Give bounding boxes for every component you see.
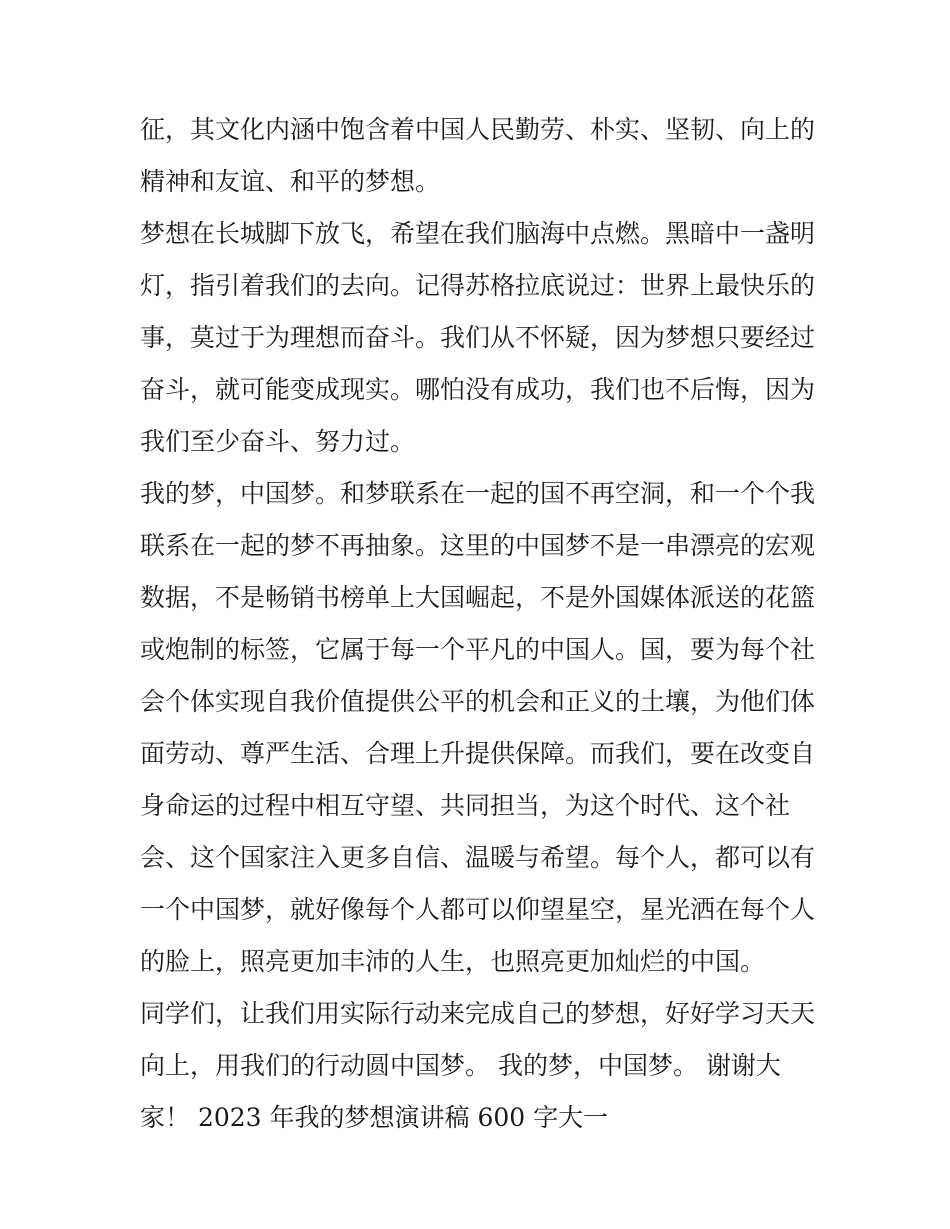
text-line: 向上，用我们的行动圆中国梦。 我的梦，中国梦。 谢谢大 — [140, 1051, 781, 1080]
text-line: 我们至少奋斗、努力过。 — [140, 427, 416, 456]
text-line: 我的梦，中国梦。和梦联系在一起的国不再空洞，和一个个我 — [140, 479, 816, 508]
text-line: 会个体实现自我价值提供公平的机会和正义的土壤，为他们体 — [140, 687, 816, 716]
text-line: 联系在一起的梦不再抽象。这里的中国梦不是一串漂亮的宏观 — [140, 531, 816, 560]
text-line: 奋斗，就可能变成现实。哪怕没有成功，我们也不后悔，因为 — [140, 375, 816, 404]
text-line: 面劳动、尊严生活、合理上升提供保障。而我们，要在改变自 — [140, 739, 816, 768]
text-line: 灯，指引着我们的去向。记得苏格拉底说过：世界上最快乐的 — [140, 271, 816, 300]
text-line: 或炮制的标签，它属于每一个平凡的中国人。国，要为每个社 — [140, 635, 816, 664]
text-line: 事，莫过于为理想而奋斗。我们从不怀疑，因为梦想只要经过 — [140, 323, 816, 352]
text-line: 的脸上，照亮更加丰沛的人生，也照亮更加灿烂的中国。 — [140, 947, 766, 976]
text-line: 同学们，让我们用实际行动来完成自己的梦想，好好学习天天 — [140, 999, 816, 1028]
text-line: 征，其文化内涵中饱含着中国人民勤劳、朴实、坚韧、向上的 — [140, 115, 816, 144]
text-line-next-title: 家！ 2023 年我的梦想演讲稿 600 字大一 — [140, 1103, 609, 1132]
text-line: 梦想在长城脚下放飞，希望在我们脑海中点燃。黑暗中一盏明 — [140, 219, 816, 248]
text-line: 精神和友谊、和平的梦想。 — [140, 167, 441, 196]
text-line: 会、这个国家注入更多自信、温暖与希望。每个人，都可以有 — [140, 843, 816, 872]
body-text — [140, 104, 820, 1144]
text-line: 身命运的过程中相互守望、共同担当，为这个时代、这个社 — [140, 791, 791, 820]
text-line: 数据，不是畅销书榜单上大国崛起，不是外国媒体派送的花篮 — [140, 583, 816, 612]
text-line: 一个中国梦，就好像每个人都可以仰望星空，星光洒在每个人 — [140, 895, 816, 924]
